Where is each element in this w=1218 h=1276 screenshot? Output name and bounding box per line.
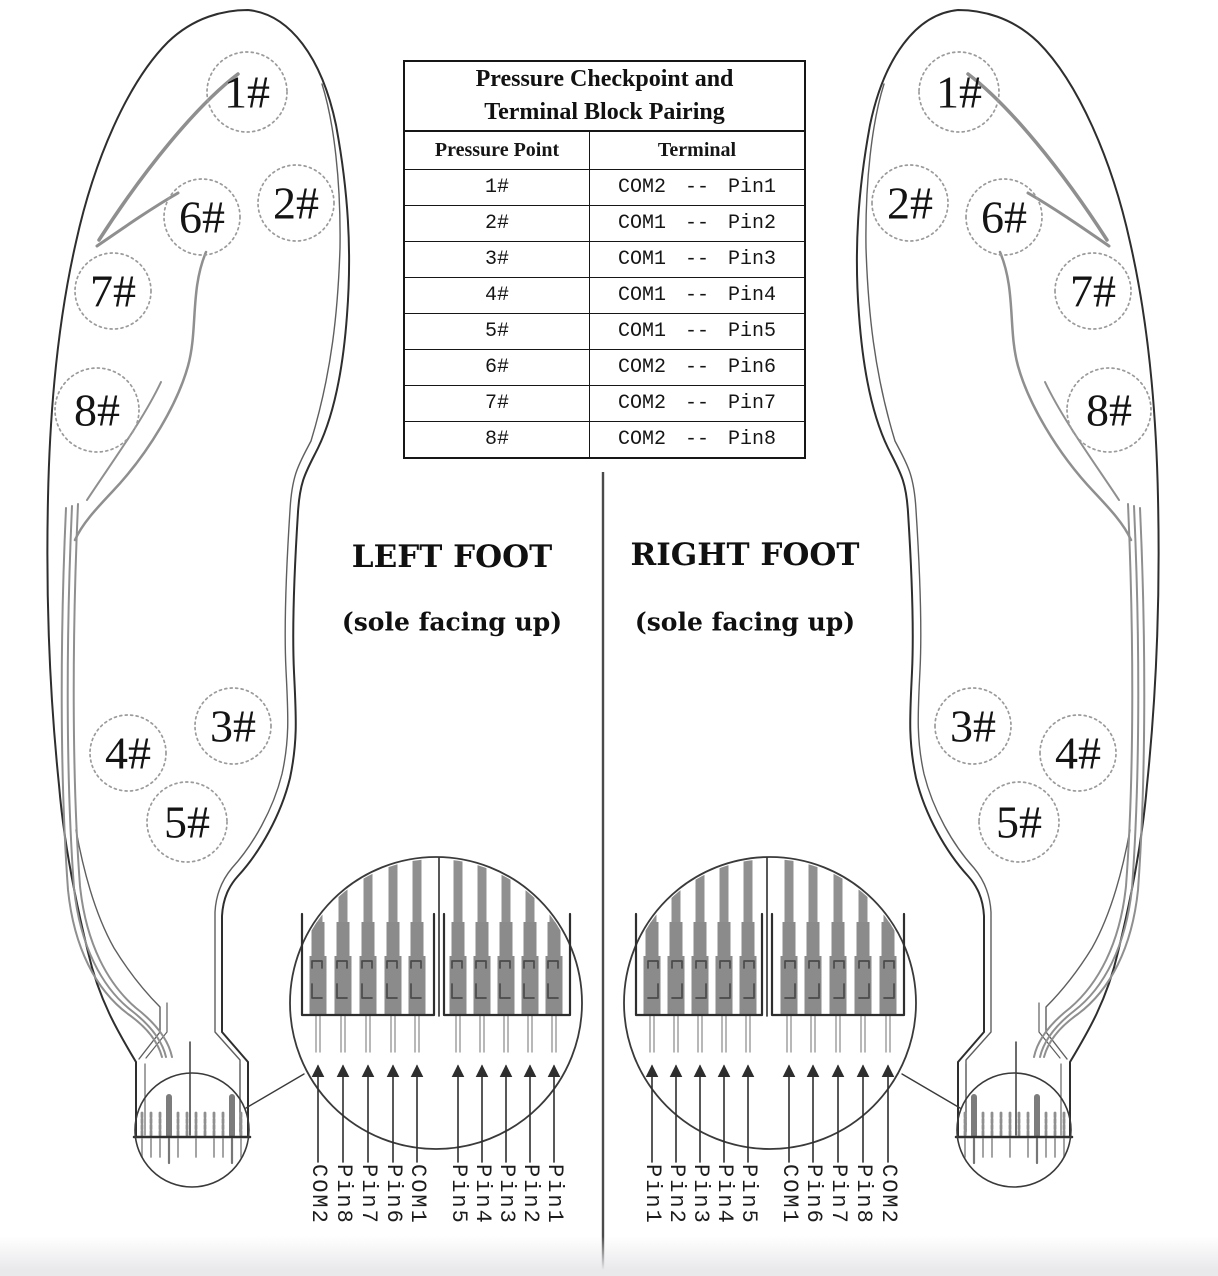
pressure-point-6-right: 6# [981,191,1027,243]
table-title-line2: Terminal Block Pairing [484,99,725,125]
col-header-pressure-point: Pressure Point [434,139,560,161]
table-row [405,206,804,242]
pressure-point-2-left: 2# [273,177,319,229]
pressure-point-5-right: 5# [996,796,1042,848]
cell-terminal: COM1 -- Pin3 [589,242,804,277]
cell-terminal: COM1 -- Pin5 [589,314,804,349]
pairing-table [403,60,806,459]
pin-label: COM2 [876,1164,901,1225]
right-foot-subtitle: (sole facing up) [634,607,856,637]
table-row [405,386,804,422]
table-title [405,62,804,132]
pressure-point-5-left: 5# [164,796,210,848]
mini-pin-tails [142,1139,241,1157]
pressure-point-4-left: 4# [105,727,151,779]
col-header-terminal: Terminal [589,132,804,169]
trace-bundle-1 [62,508,162,1057]
pin-label: Pin2 [664,1164,689,1225]
pressure-point-3-right: 3# [950,700,996,752]
table-header-row [405,132,804,170]
table-title-line1: Pressure Checkpoint and [475,66,734,92]
table-row [405,422,804,457]
pin-label: Pin6 [381,1164,406,1225]
cell-point: 4# [484,284,509,307]
cell-terminal: COM2 -- Pin7 [589,386,804,421]
pin-label: COM1 [405,1164,430,1225]
pressure-point-4-right: 4# [1055,727,1101,779]
pin-label: Pin4 [712,1164,737,1225]
pin-label: Pin3 [688,1164,713,1225]
mini-pins [142,1113,241,1135]
cell-point: 1# [484,176,509,199]
pin-label: Pin8 [331,1164,356,1225]
pin-label: Pin5 [736,1164,761,1225]
right-foot-title: RIGHT FOOT [630,537,860,573]
cell-terminal: COM1 -- Pin4 [589,278,804,313]
pin-label: Pin2 [518,1164,543,1225]
pressure-point-7-right: 7# [1070,265,1116,317]
table-row [405,278,804,314]
cell-point: 5# [484,320,509,343]
trace-v-branch [97,193,178,246]
table-row [405,314,804,350]
cell-terminal: COM2 -- Pin6 [589,350,804,385]
pin-label: Pin3 [494,1164,519,1225]
pressure-point-6-left: 6# [179,191,225,243]
cell-point: 6# [484,356,509,379]
trace-bundle-2 [68,506,166,1057]
bottom-fade [0,1236,1218,1276]
left-foot-title: LEFT FOOT [351,539,553,575]
pin-label: Pin1 [542,1164,567,1225]
table-row [405,242,804,278]
cell-point: 2# [484,212,509,235]
cell-point: 3# [484,248,509,271]
pressure-point-8-left: 8# [74,384,120,436]
pin-label: Pin7 [826,1164,851,1225]
pin-label: Pin6 [801,1164,826,1225]
cell-point: 7# [484,392,509,415]
pin-label: Pin8 [851,1164,876,1225]
table-row [405,350,804,386]
pin-label: Pin5 [446,1164,471,1225]
left-foot-subtitle: (sole facing up) [341,607,563,637]
cell-terminal: COM2 -- Pin1 [589,170,804,205]
pressure-point-2-right: 2# [887,177,933,229]
cell-point: 8# [484,428,509,451]
pressure-point-circles [55,52,334,862]
trace-bundle-3 [74,504,172,1057]
pressure-point-1-right: 1# [936,66,982,118]
pressure-point-7-left: 7# [90,265,136,317]
pressure-point-3-left: 3# [210,700,256,752]
pin-label: Pin1 [640,1164,665,1225]
table-row [405,170,804,206]
magnifier-link-line [246,1074,304,1108]
cell-terminal: COM1 -- Pin2 [589,206,804,241]
cell-terminal: COM2 -- Pin8 [589,422,804,457]
pin-label: Pin4 [470,1164,495,1225]
pin-label: COM2 [306,1164,331,1225]
pin-label: Pin7 [356,1164,381,1225]
pressure-point-1-left: 1# [224,66,270,118]
pin-label: COM1 [777,1164,802,1225]
pressure-point-8-right: 8# [1086,384,1132,436]
